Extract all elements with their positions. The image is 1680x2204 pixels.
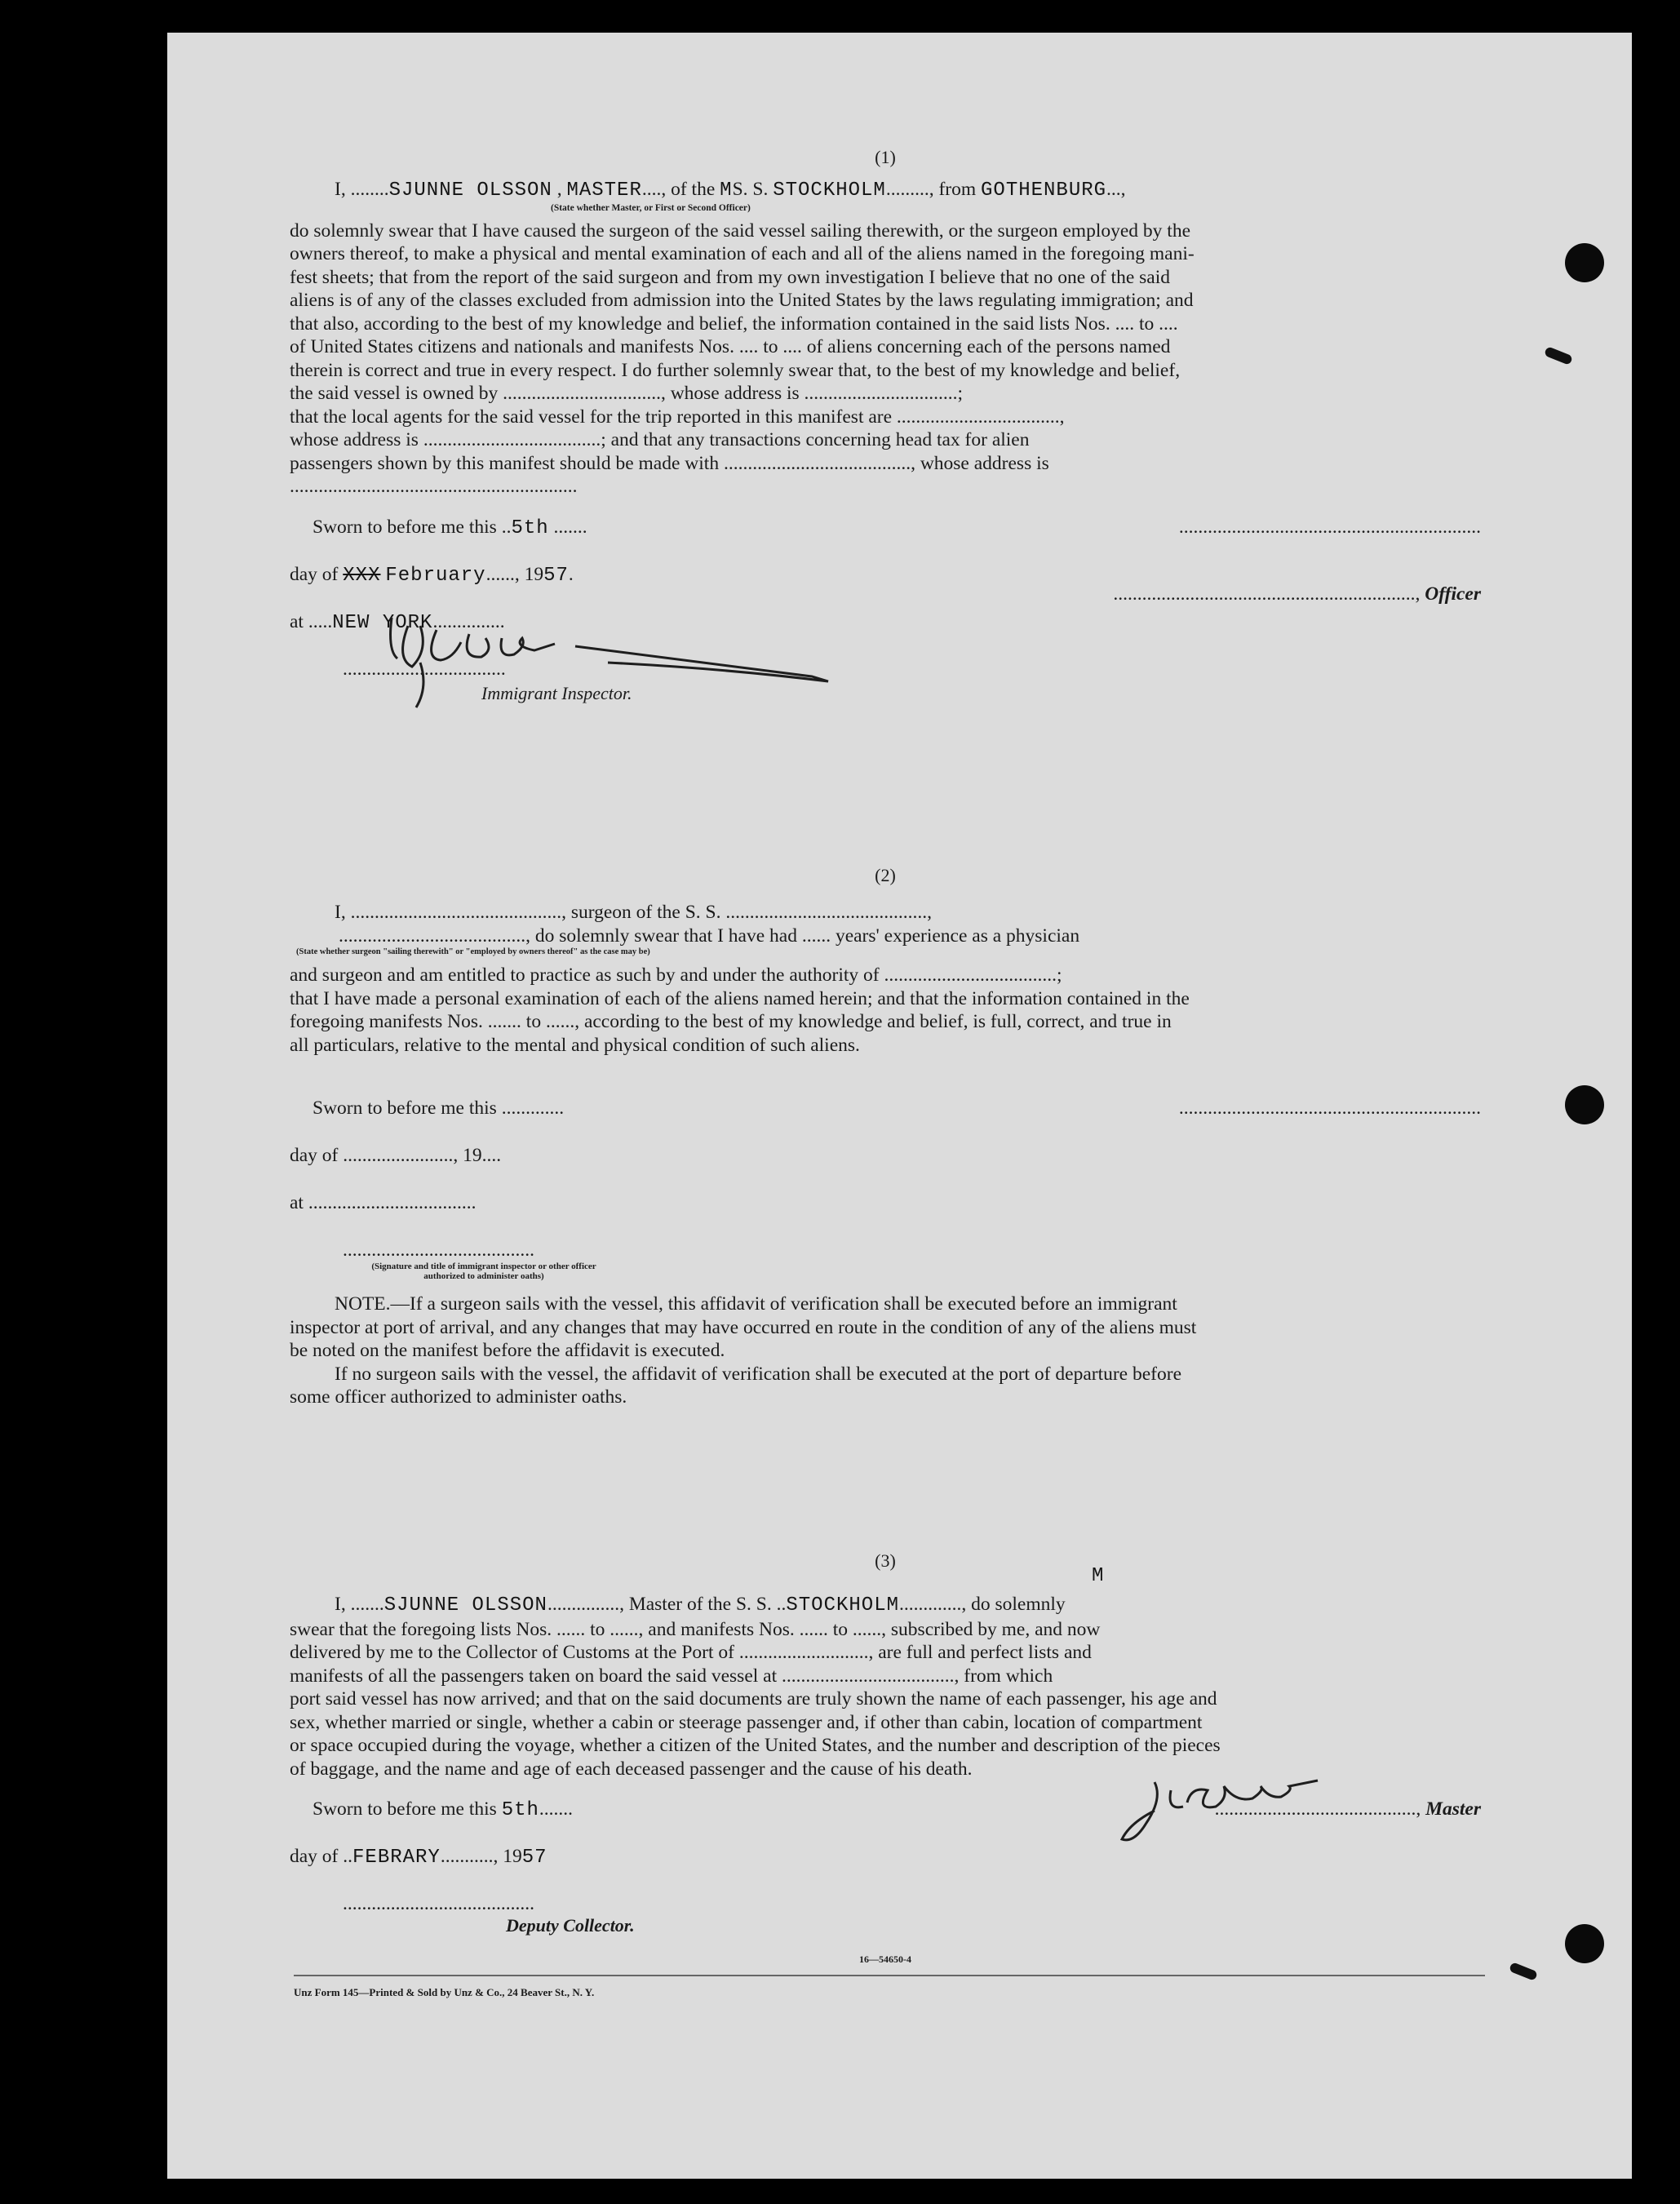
punch-hole [1565, 1085, 1604, 1124]
vessel-type-correction: M [720, 180, 733, 202]
surgeon-signature-line: ............................................................... [1178, 1098, 1481, 1119]
officer-signature-line: ............................................................... [1178, 516, 1481, 538]
surgeon-line-2: ......................................., do solemnly swear that I have had ...... years' experience as a physician [339, 925, 1080, 947]
ink-mark [1544, 346, 1573, 366]
vessel-type-correction: M [1092, 1565, 1105, 1587]
sworn-day: 5th [511, 517, 549, 539]
section-1 [290, 147, 1481, 716]
footer-rule [294, 1975, 1485, 1999]
sworn-row: Sworn to before me this ..5th ....... ............................................................... [313, 516, 1481, 539]
master-rank: MASTER [566, 180, 642, 202]
date-row: day of XXX February......, 1957. ..............................................................., Officer [290, 563, 1481, 605]
vessel-name: STOCKHOLM [773, 180, 886, 202]
section-number: (2) [875, 865, 896, 885]
oath-text: do solemnly swear that I have caused the surgeon of the said vessel sailing therewith, or the surgeon employed by the owners thereof, to make a physical and mental examination of each and all of the aliens named in the foregoing mani- fest sheets; that from the report of the said surgeon and from my own investigation I believe that no one of the said aliens is of any of the classes excluded from admission into the United States by the laws regulating immigration; and that also, according to the best of my knowledge and belief, the information contained in the said lists Nos. .... to .... of United States citizens and nationals and manifests Nos. .... to .... of aliens concerning each of the persons named therein is correct and true in every respect. I do further solemnly swear that, to the best of my knowledge and belief, the said vessel is owned by ................................., whose address is ................................; that the local agents for the said vessel for the trip reported in this manifest are .................................., whose address is .....................................; and that any transactions concerning head tax for alien passengers shown by this manifest should be made with ......................................., whose address is ............................................................ [290, 220, 1195, 497]
inspector-signature [339, 601, 926, 716]
surgeon-note: (State whether surgeon "sailing therewith" or "employed by owners thereof" as the case may be) [296, 947, 650, 956]
struck-text: XXX [343, 564, 381, 587]
document-page [167, 33, 1632, 2179]
surgeon-oath-text: and surgeon and am entitled to practice as such by and under the authority of ....................................; that I have made a personal examination of each of the aliens named herein; and that the information contained in the foregoing manifests Nos. ....... to ......, according to the best of my knowledge and belief, is full, correct, and true in all particulars, relative to the mental and physical condition of such aliens. [290, 965, 1190, 1056]
section-3: (3) M I, .......SJUNNE OLSSON..............., Master of the S. S. ..STOCKHOLM............., do solemnly swear that the foregoing lists Nos. ...... to ......, and manifests Nos. ...... to ......, subscribed by me, and now delivered by me to the Collector of Customs at the Port of ..........................., are full and perfect lists and manifests of all the passengers taken on board the said vessel at ...................................., from which port said vessel has now arrived; and that on the said documents are truly shown the name of each passenger, his age and sex, whether married or single, whether a cabin or steerage passenger and, if other than cabin, location of compartment or space occupied during the voyage, whether a citizen of the United States, and the number and description of the pieces of baggage, and the name and age of each deceased passenger and the cause of his death. Sworn to before me this 5th....... .........................................., Master day of ..FEBRARY..........., 1957 ........................................ Deputy Collector. 16—54650-4 [290, 1550, 1481, 1965]
master-name: SJUNNE OLSSON [388, 180, 552, 202]
section-number: (1) [875, 147, 896, 167]
punch-hole [1565, 243, 1604, 282]
master-line-3: I, .......SJUNNE OLSSON..............., Master of the S. S. ..STOCKHOLM............., do solemnly [335, 1594, 1066, 1616]
place-row: at .....NEW YORK............... [290, 610, 505, 634]
master-name: SJUNNE OLSSON [383, 1594, 547, 1616]
officer-title: Officer [1425, 583, 1481, 605]
sworn-month: FEBRARY [352, 1847, 441, 1869]
form-code: 16—54650-4 [859, 1953, 911, 1965]
master-title: Master [1425, 1798, 1481, 1820]
surgeon-line-1: I, ............................................, surgeon of the S. S. .........................................., [335, 902, 932, 923]
master-line: I, ........SJUNNE OLSSON , MASTER...., of the MS. S. STOCKHOLM........., from GOTHENBURG..., [335, 179, 1126, 202]
section-2: (2) I, ............................................, surgeon of the S. S. .........................................., ......................................., do solemnly swear that I have had ...... years' experience as a physician (State whether surgeon "sailing therewith" or "employed by owners thereof" as the case may be) and surgeon and am entitled to practice as such by and under the authority of ....................................; that I have made a personal examination of each of the aliens named herein; and that the information contained in the foregoing manifests Nos. ....... to ......, according to the best of my knowledge and belief, is full, correct, and true in all particulars, relative to the mental and physical condition of such aliens. Sworn to before me this ............. ............................................................... day of ......................., 19.... at ................................... ........................................ (Signature and title of immigrant inspector or other officer authorized to administer oaths) NOTE.—If a surgeon sails with the vessel, this affidavit of verification shall be executed before an immigrant inspector at port of arrival, and any changes that may have occurred en route in the condition of any of the aliens must be noted on the manifest before the affidavit is executed. If no surgeon sails with the vessel, the affidavit of verification shall be executed at the port of departure before some officer authorized to administer oaths. [290, 865, 1481, 1408]
inspector-title: Immigrant Inspector. [481, 682, 632, 703]
sworn-year: 57 [543, 564, 569, 587]
inspector-signature-line: .................................. [343, 658, 506, 680]
departure-port: GOTHENBURG [981, 180, 1107, 202]
vessel-name: STOCKHOLM [786, 1594, 899, 1616]
note-text: NOTE.—If a surgeon sails with the vessel, this affidavit of verification shall be executed before an immigrant inspector at port of arrival, and any changes that may have occurred en route in the condition of any of the aliens must be noted on the manifest before the affidavit is executed. If no surgeon sails with the vessel, the affidavit of verification shall be executed at the port of departure before some officer authorized to administer oaths. [290, 1293, 1197, 1408]
master-signature [1106, 1766, 1334, 1856]
punch-hole [1565, 1924, 1604, 1963]
sworn-month: February [385, 564, 486, 587]
master-note: (State whether Master, or First or Second Officer) [551, 202, 751, 213]
ink-mark [1509, 1962, 1538, 1981]
signature-note: (Signature and title of immigrant inspector or other officer authorized to administer oaths) [371, 1262, 596, 1281]
sworn-place: NEW YORK [332, 611, 433, 634]
section-number: (3) [875, 1550, 896, 1571]
form-imprint: Unz Form 145—Printed & Sold by Unz & Co., 24 Beaver St., N. Y. [294, 1986, 595, 1998]
sworn-year: 57 [521, 1847, 547, 1869]
master-signature-line: .......................................... [1214, 1798, 1416, 1820]
sworn-day: 5th [501, 1799, 539, 1821]
master-oath-text: swear that the foregoing lists Nos. ...... to ......, and manifests Nos. ...... to ......, subscribed by me, and now delivered by me to the Collector of Customs at the Port of ..........................., are full and perfect lists and manifests of all the passengers taken on board the said vessel at ...................................., from which port said vessel has now arrived; and that on the said documents are truly shown the name of each passenger, his age and sex, whether married or single, whether a cabin or steerage passenger and, if other than cabin, location of compartment or space occupied during the voyage, whether a citizen of the United States, and the number and description of the pieces of baggage, and the name and age of each deceased passenger and the cause of his death. [290, 1618, 1221, 1780]
collector-title: Deputy Collector. [506, 1915, 635, 1936]
